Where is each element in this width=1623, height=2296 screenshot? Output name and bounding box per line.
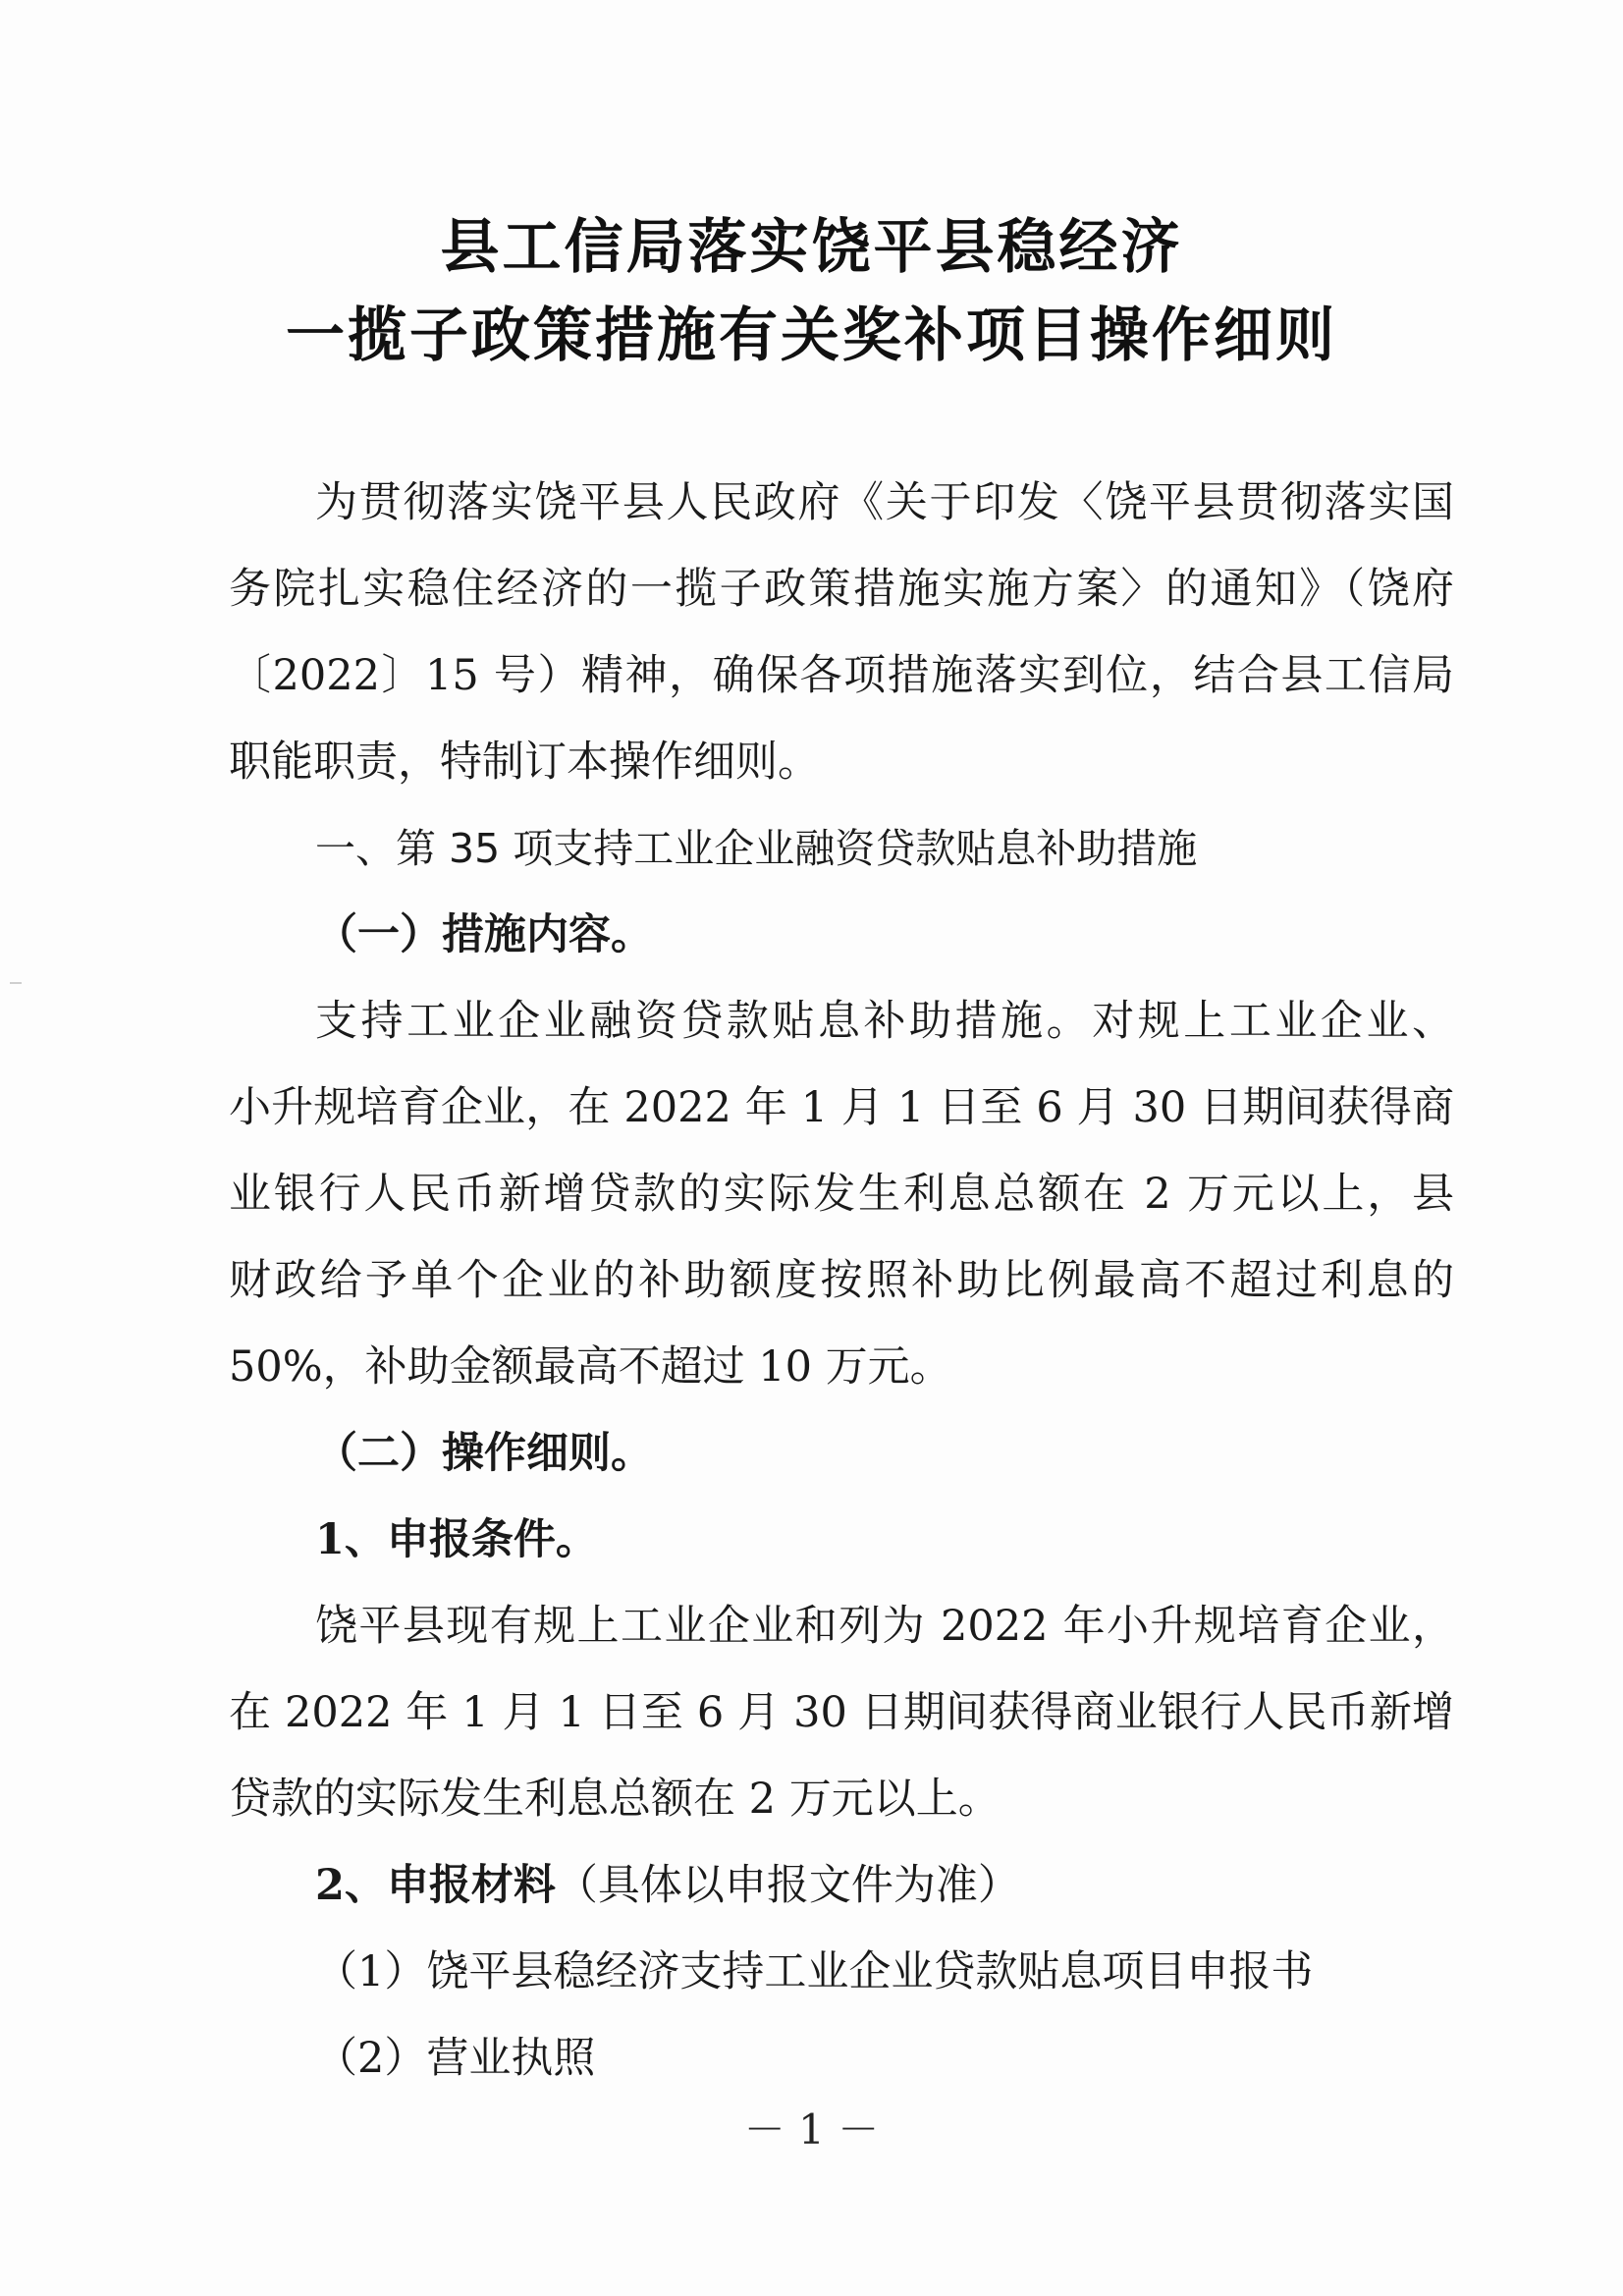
measure-line-2: 小升规培育企业，在 2022 年 1 月 1 日至 6 月 30 日期间获得商	[229, 1083, 1454, 1132]
document-title-line-2: 一揽子政策措施有关奖补项目操作细则	[286, 301, 1337, 370]
section-1-heading: 一、第 35 项支持工业企业融资贷款贴息补助措施	[315, 825, 1198, 872]
item-2-heading-note: （具体以申报文件为准）	[555, 1861, 1020, 1910]
intro-line-2: 务院扎实稳住经济的一揽子政策措施实施方案〉的通知》（饶府	[229, 565, 1454, 614]
measure-line-5: 50%，补助金额最高不超过 10 万元。	[229, 1342, 952, 1392]
item-2-heading-main: 2、申报材料	[315, 1861, 556, 1910]
sub-heading-operation-rules: （二）操作细则。	[315, 1429, 653, 1478]
intro-line-4: 职能职责，特制订本操作细则。	[229, 738, 820, 787]
condition-line-2: 在 2022 年 1 月 1 日至 6 月 30 日期间获得商业银行人民币新增	[229, 1688, 1454, 1737]
intro-line-1: 为贯彻落实饶平县人民政府《关于印发〈饶平县贯彻落实国	[315, 478, 1454, 527]
condition-line-1: 饶平县现有规上工业企业和列为 2022 年小升规培育企业，	[315, 1602, 1454, 1651]
scan-edge-mark	[10, 982, 22, 984]
measure-line-1: 支持工业企业融资贷款贴息补助措施。对规上工业企业、	[315, 997, 1454, 1046]
condition-line-3: 贷款的实际发生利息总额在 2 万元以上。	[229, 1775, 1001, 1824]
page-number: － 1 －	[743, 2105, 880, 2154]
item-2-heading	[315, 1858, 1454, 1913]
document-title-line-1: 县工信局落实饶平县稳经济	[440, 213, 1183, 282]
sub-heading-measure-content: （一）措施内容。	[315, 910, 653, 959]
measure-line-4: 财政给予单个企业的补助额度按照补助比例最高不超过利息的	[229, 1256, 1454, 1305]
item-1-heading: 1、申报条件。	[315, 1515, 598, 1564]
material-item-2: （2）营业执照	[315, 2034, 596, 2083]
intro-line-3: 〔2022〕15 号）精神，确保各项措施落实到位，结合县工信局	[229, 651, 1454, 700]
measure-line-3: 业银行人民币新增贷款的实际发生利息总额在 2 万元以上，县	[229, 1170, 1454, 1219]
material-item-1: （1）饶平县稳经济支持工业企业贷款贴息项目申报书	[315, 1947, 1314, 1996]
